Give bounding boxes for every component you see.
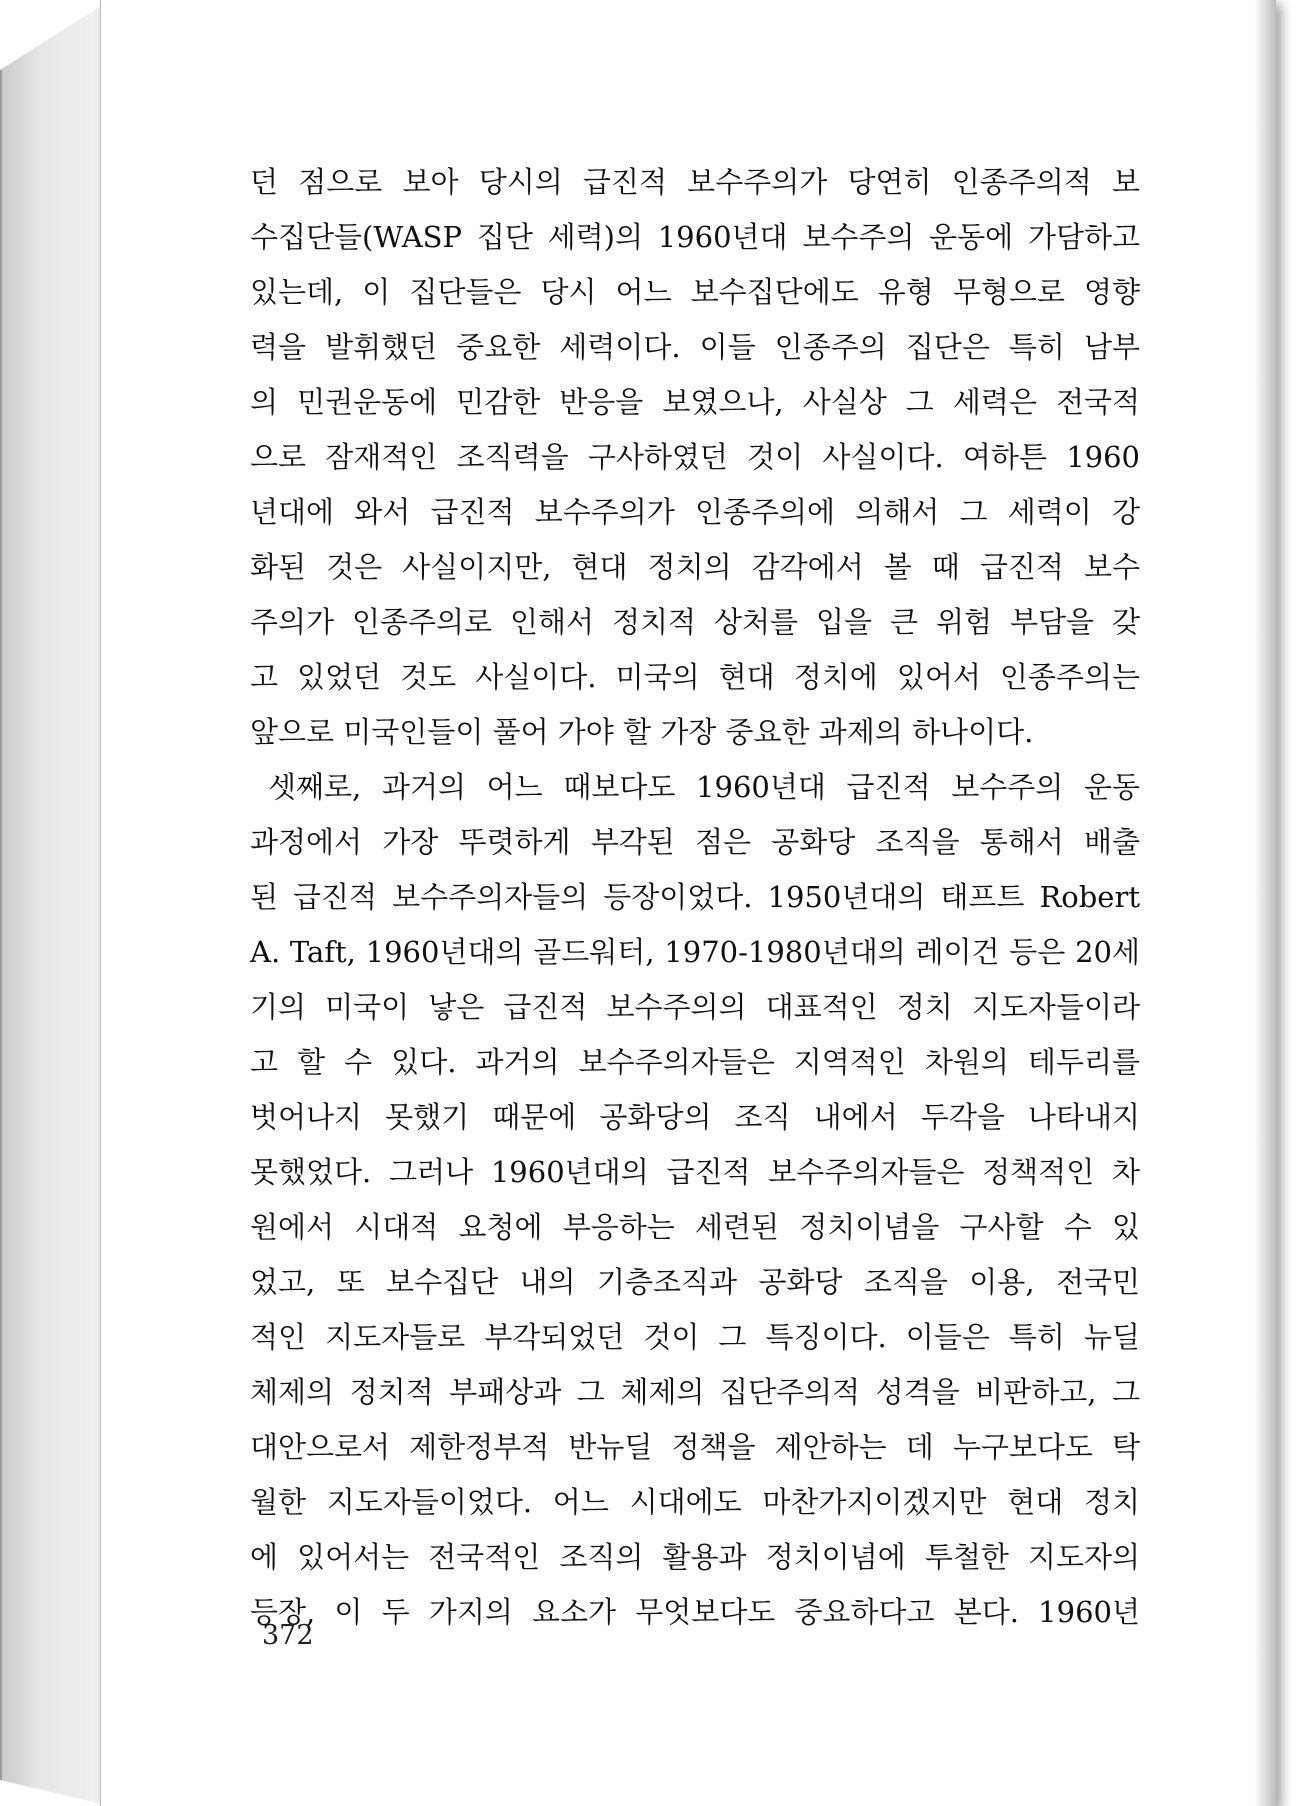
page-number: 372: [262, 1620, 314, 1651]
text-line: 화된 것은 사실이지만, 현대 정치의 감각에서 볼 때 급진적 보수: [250, 550, 1140, 584]
text-line: 년대에 와서 급진적 보수주의가 인종주의에 의해서 그 세력이 강: [250, 495, 1140, 529]
text-line-paragraph-end: 앞으로 미국인들이 풀어 가야 할 가장 중요한 과제의 하나이다.: [250, 715, 1034, 749]
text-line: 던 점으로 보아 당시의 급진적 보수주의가 당연히 인종주의적 보: [250, 165, 1140, 199]
text-line: 었고, 또 보수집단 내의 기층조직과 공화당 조직을 이용, 전국민: [250, 1265, 1140, 1299]
text-line: 원에서 시대적 요청에 부응하는 세련된 정치이념을 구사할 수 있: [250, 1210, 1140, 1244]
text-line: 못했었다. 그러나 1960년대의 급진적 보수주의자들은 정책적인 차: [250, 1155, 1140, 1189]
book-spine: [0, 0, 110, 1806]
spine-edge: [0, 70, 2, 1780]
text-line-paragraph-start: 셋째로, 과거의 어느 때보다도 1960년대 급진적 보수주의 운동: [268, 770, 1140, 804]
text-line: 력을 발휘했던 중요한 세력이다. 이들 인종주의 집단은 특히 남부: [250, 330, 1140, 364]
text-line: 으로 잠재적인 조직력을 구사하였던 것이 사실이다. 여하튼 1960: [250, 440, 1140, 474]
text-line: 고 있었던 것도 사실이다. 미국의 현대 정치에 있어서 인종주의는: [250, 660, 1140, 694]
text-line: 과정에서 가장 뚜렷하게 부각된 점은 공화당 조직을 통해서 배출: [250, 825, 1140, 859]
page-edge-shadow: [1254, 0, 1276, 1806]
text-line: 의 민권운동에 민감한 반응을 보였으나, 사실상 그 세력은 전국적: [250, 385, 1140, 419]
text-line: 적인 지도자들로 부각되었던 것이 그 특징이다. 이들은 특히 뉴딜: [250, 1320, 1140, 1354]
text-line: 있는데, 이 집단들은 당시 어느 보수집단에도 유형 무형으로 영향: [250, 275, 1140, 309]
text-line: 에 있어서는 전국적인 조직의 활용과 정치이념에 투철한 지도자의: [250, 1540, 1140, 1574]
text-line: 수집단들(WASP 집단 세력)의 1960년대 보수주의 운동에 가담하고: [250, 220, 1140, 254]
text-line: 대안으로서 제한정부적 반뉴딜 정책을 제안하는 데 누구보다도 탁: [250, 1430, 1140, 1464]
text-line: 체제의 정치적 부패상과 그 체제의 집단주의적 성격을 비판하고, 그: [250, 1375, 1140, 1409]
body-text: [250, 155, 1140, 1640]
text-line: 기의 미국이 낳은 급진적 보수주의의 대표적인 정치 지도자들이라: [250, 990, 1140, 1024]
text-line: 등장, 이 두 가지의 요소가 무엇보다도 중요하다고 본다. 1960년: [250, 1595, 1140, 1629]
text-line: 주의가 인종주의로 인해서 정치적 상처를 입을 큰 위험 부담을 갖: [250, 605, 1140, 639]
text-line: A. Taft, 1960년대의 골드워터, 1970-1980년대의 레이건 등은 20세: [250, 935, 1140, 969]
text-line: 월한 지도자들이었다. 어느 시대에도 마찬가지이겠지만 현대 정치: [250, 1485, 1140, 1519]
text-line: 고 할 수 있다. 과거의 보수주의자들은 지역적인 차원의 테두리를: [250, 1045, 1140, 1079]
text-line: 된 급진적 보수주의자들의 등장이었다. 1950년대의 태프트 Robert: [250, 880, 1140, 914]
text-line: 벗어나지 못했기 때문에 공화당의 조직 내에서 두각을 나타내지: [250, 1100, 1140, 1134]
